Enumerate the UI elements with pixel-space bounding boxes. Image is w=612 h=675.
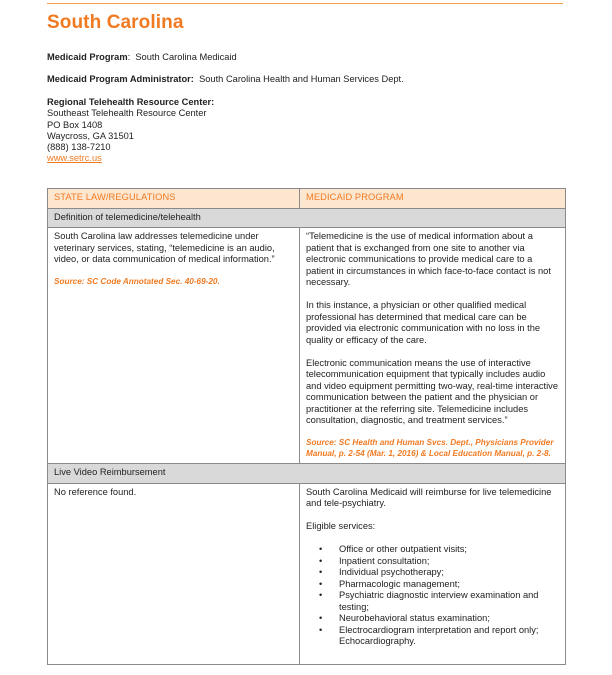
table-header-row	[48, 189, 566, 209]
rtrc-website-link[interactable]: www.setrc.us	[47, 153, 102, 164]
section-title-live-video: Live Video Reimbursement	[48, 464, 566, 484]
rtrc-name: Southeast Telehealth Resource Center	[47, 108, 207, 119]
medicaid-cell	[300, 228, 566, 464]
list-item: • Inpatient consultation;	[339, 556, 560, 568]
policy-table	[47, 188, 566, 665]
administrator-line	[47, 74, 404, 85]
table-row	[48, 483, 566, 664]
medicaid-source: Source: SC Health and Human Svcs. Dept., Physicians Provider Manual, p. 2-54 (Mar. 1, 2016) & Local Education Manual, p. 2-8.	[306, 438, 554, 458]
list-item: • Office or other outpatient visits;	[339, 544, 560, 556]
colon: :	[127, 52, 136, 62]
rtrc-address2: Waycross, GA 31501	[47, 130, 134, 141]
medicaid-cell	[300, 483, 566, 664]
rtrc-label: Regional Telehealth Resource Center:	[47, 97, 215, 107]
table-row	[48, 228, 566, 464]
list-item: • Electrocardiogram interpretation and report only; Echocardiography.	[339, 625, 560, 648]
medicaid-program-line	[47, 52, 237, 63]
medicaid-intro: South Carolina Medicaid will reimburse for live telemedicine and tele-psychiatry.	[306, 486, 552, 508]
eligible-services-list	[306, 544, 560, 648]
eligible-services-label: Eligible services:	[306, 521, 376, 531]
state-law-cell	[48, 483, 300, 664]
rtrc-address1: PO Box 1408	[47, 119, 103, 130]
column-header-medicaid: MEDICAID PROGRAM	[300, 189, 566, 209]
column-header-state-law: STATE LAW/REGULATIONS	[48, 189, 300, 209]
medicaid-program-value: South Carolina Medicaid	[135, 52, 237, 62]
state-law-text: South Carolina law addresses telemedicine under veterinary services, stating, “telemedicine is an audio, video, or data communication of medical information.”	[54, 231, 275, 264]
section-row	[48, 464, 566, 484]
section-row	[48, 208, 566, 228]
page-title: South Carolina	[47, 12, 184, 33]
medicaid-paragraph: “Telemedicine is the use of medical information about a patient that is exchanged from one site to another via electronic communications to provide medical care to a patient in circumstances in which face-to-face contact is not necessary.	[306, 231, 551, 287]
medicaid-program-label: Medicaid Program	[47, 52, 128, 62]
list-item: • Individual psychotherapy;	[339, 567, 560, 579]
list-item: • Psychiatric diagnostic interview examination and testing;	[339, 590, 560, 613]
state-law-text: No reference found.	[54, 486, 137, 497]
administrator-value: South Carolina Health and Human Services Dept.	[199, 74, 404, 84]
list-item: • Neurobehavioral status examination;	[339, 613, 560, 625]
rtrc-phone: (888) 138-7210	[47, 142, 111, 153]
list-item: • Pharmacologic management;	[339, 579, 560, 591]
top-divider	[47, 3, 563, 4]
state-law-source: Source: SC Code Annotated Sec. 40-69-20.	[54, 277, 220, 286]
section-title-definition: Definition of telemedicine/telehealth	[48, 208, 566, 228]
administrator-label: Medicaid Program Administrator:	[47, 74, 194, 84]
medicaid-paragraph: In this instance, a physician or other qualified medical professional has determined that medical care can be provided via electronic communication with no loss in the quality or efficacy of the care.	[306, 300, 541, 345]
medicaid-paragraph: Electronic communication means the use of interactive telecommunication equipment that typically includes audio and video equipment permitting two-way, real-time interactive communication between the patient and the physician or practitioner at the referring site. Telemedicine includes consultation, diagnostic, and treatment services.”	[306, 357, 558, 425]
state-law-cell	[48, 228, 300, 464]
rtrc-block	[47, 97, 214, 165]
